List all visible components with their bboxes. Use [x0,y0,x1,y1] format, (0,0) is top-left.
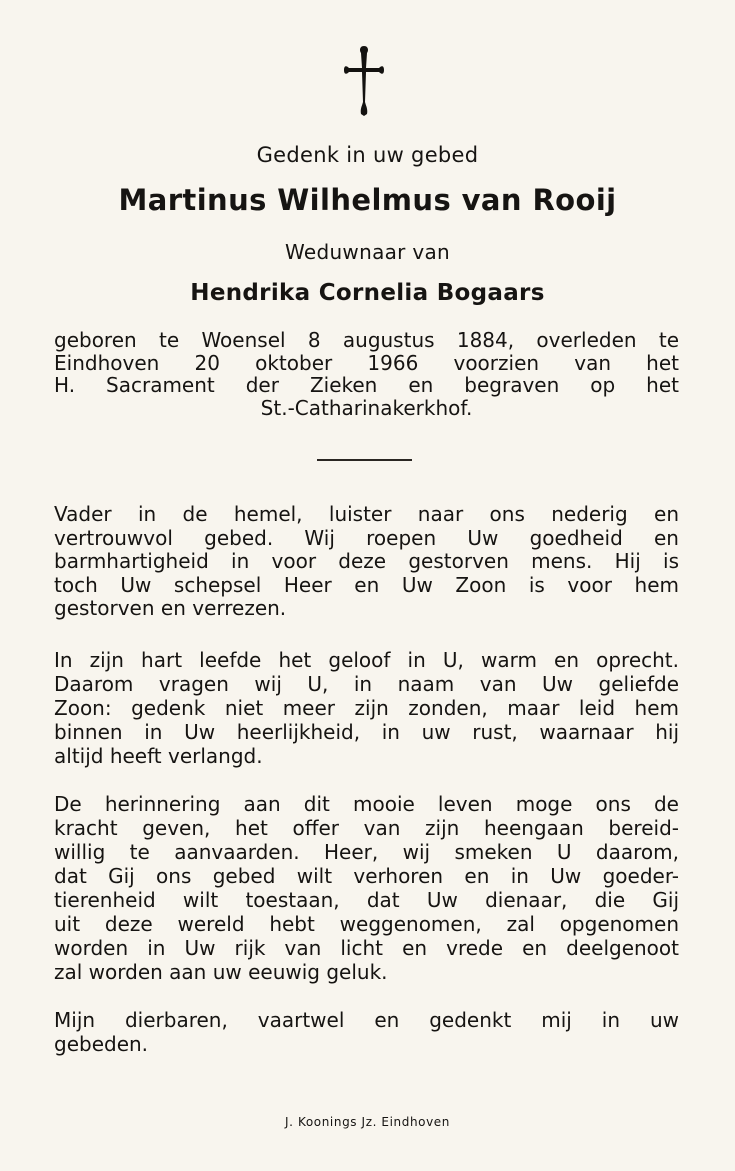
biography-line: Eindhoven 20 oktober 1966 voorzien van het [54,350,679,375]
prayer-line: kracht geven, het offer van zijn heengaan bereid- [54,816,679,840]
prayer-line: worden in Uw rijk van licht en vrede en deelgenoot [54,936,679,960]
prayer-line: vertrouwvol gebed. Wij roepen Uw goedheid en [54,525,679,550]
prayer-paragraph-3 [54,792,679,984]
prayer-line: willig te aanvaarden. Heer, wij smeken U daarom, [54,840,679,864]
intro-text: Gedenk in uw gebed [256,143,479,167]
prayer-line: tierenheid wilt toestaan, dat Uw dienaar, die Gij [54,888,679,912]
biography-paragraph [54,329,679,419]
closing-line: Mijn dierbaren, vaartwel en gedenkt mij in uw [54,1008,679,1032]
widower-label: Weduwnaar van [284,240,451,264]
prayer-line: dat Gij ons gebed wilt verhoren en in Uw goeder- [54,864,679,888]
prayer-line: gestorven en verrezen. [54,596,287,620]
prayer-line: barmhartigheid in voor deze gestorven mens. Hij is [54,549,679,573]
prayer-paragraph-2 [54,648,679,768]
prayer-line: De herinnering aan dit mooie leven moge ons de [54,792,679,816]
divider-rule [317,459,412,461]
prayer-line: altijd heeft verlangd. [54,744,263,768]
prayer-paragraph-1 [54,503,679,621]
printer-credit: J. Koonings Jz. Eindhoven [285,1115,450,1129]
prayer-line: Zoon: gedenk niet meer zijn zonden, maar leid hem [54,696,679,720]
prayer-line: In zijn hart leefde het geloof in U, warm en oprecht. [54,648,679,672]
deceased-name: Martinus Wilhelmus van Rooij [118,183,617,217]
cross-icon [343,44,385,116]
biography-line: geboren te Woensel 8 augustus 1884, overleden te [54,328,679,352]
prayer-line: Daarom vragen wij U, in naam van Uw geliefde [54,672,679,696]
prayer-line: uit deze wereld hebt weggenomen, zal opgenomen [54,912,679,936]
closing-paragraph [54,1008,679,1056]
closing-line: gebeden. [54,1032,149,1056]
prayer-line: zal worden aan uw eeuwig geluk. [54,960,388,984]
spouse-name: Hendrika Cornelia Bogaars [190,280,545,306]
prayer-line: Vader in de hemel, luister naar ons nederig en [54,502,679,526]
prayer-line: binnen in Uw heerlijkheid, in uw rust, waarnaar hij [54,720,679,744]
biography-line: H. Sacrament der Zieken en begraven op het [54,373,679,397]
prayer-line: toch Uw schepsel Heer en Uw Zoon is voor hem [54,572,679,597]
biography-line: St.-Catharinakerkhof. [260,395,473,420]
